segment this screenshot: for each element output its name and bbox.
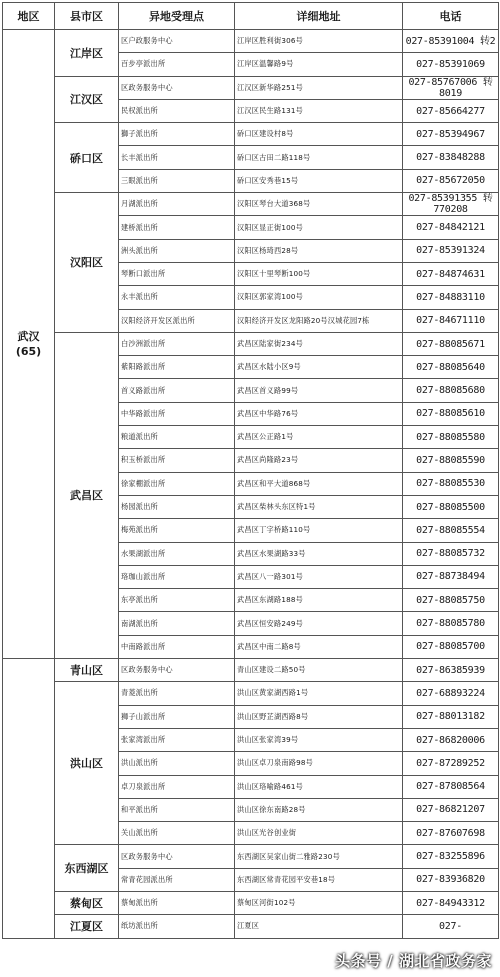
phone-cell: 027-88085680 (403, 379, 499, 402)
district-cell: 江岸区 (55, 30, 119, 77)
phone-cell: 027-84874631 (403, 262, 499, 285)
header-phone: 电话 (403, 3, 499, 30)
address-cell: 武昌区水果湖路33号 (235, 542, 403, 565)
table-row (3, 30, 499, 53)
address-cell: 蔡甸区河街102号 (235, 891, 403, 914)
address-cell: 东西湖区吴家山街二雅路230号 (235, 845, 403, 868)
region-name: 武汉 (17, 330, 40, 343)
phone-cell: 027- (403, 915, 499, 938)
office-cell: 首义路派出所 (119, 379, 235, 402)
address-cell: 硚口区安秀巷15号 (235, 169, 403, 192)
phone-cell: 027-88085671 (403, 332, 499, 355)
office-cell: 建桥派出所 (119, 216, 235, 239)
address-cell: 武昌区公正路1号 (235, 426, 403, 449)
address-cell: 汉阳区十里琴断100号 (235, 262, 403, 285)
phone-cell: 027-88085780 (403, 612, 499, 635)
address-cell: 洪山区珞喻路461号 (235, 775, 403, 798)
office-cell: 狮子山派出所 (119, 705, 235, 728)
address-cell: 武昌区八一路301号 (235, 565, 403, 588)
phone-cell: 027-88085732 (403, 542, 499, 565)
address-cell: 武昌区东湖路188号 (235, 589, 403, 612)
table-row (3, 682, 499, 705)
phone-cell: 027-87289252 (403, 752, 499, 775)
phone-cell: 027-85394967 (403, 123, 499, 146)
phone-cell: 027-86821207 (403, 798, 499, 821)
office-cell: 徐家棚派出所 (119, 472, 235, 495)
district-cell: 江汉区 (55, 76, 119, 123)
office-cell: 白沙洲派出所 (119, 332, 235, 355)
table-header-row (3, 3, 499, 30)
watermark: 头条号 / 湖北省政务家 (335, 952, 492, 970)
office-cell: 东亭派出所 (119, 589, 235, 612)
header-region: 地区 (3, 3, 55, 30)
office-cell: 紫阳路派出所 (119, 356, 235, 379)
district-cell: 江夏区 (55, 915, 119, 938)
address-cell: 洪山区卓刀泉南路98号 (235, 752, 403, 775)
address-cell: 东西湖区常青花园平安巷18号 (235, 868, 403, 891)
office-cell: 粮道派出所 (119, 426, 235, 449)
phone-cell: 027-88085554 (403, 519, 499, 542)
address-cell: 江汉区新华路251号 (235, 76, 403, 99)
office-cell: 区政务服务中心 (119, 76, 235, 99)
phone-cell: 027-85391004 转2 (403, 30, 499, 53)
office-cell: 杨园派出所 (119, 495, 235, 518)
district-cell: 汉阳区 (55, 193, 119, 333)
office-cell: 中南路派出所 (119, 635, 235, 658)
phone-cell: 027-84883110 (403, 286, 499, 309)
table-body (3, 30, 499, 939)
phone-cell: 027-87607698 (403, 822, 499, 845)
phone-cell: 027-85391324 (403, 239, 499, 262)
address-cell: 武昌区柴林头东区特1号 (235, 495, 403, 518)
table-row (3, 891, 499, 914)
address-cell: 洪山区黄家湖西路1号 (235, 682, 403, 705)
office-cell: 张家湾派出所 (119, 728, 235, 751)
district-cell: 洪山区 (55, 682, 119, 845)
office-cell: 区政务服务中心 (119, 845, 235, 868)
phone-cell: 027-88085580 (403, 426, 499, 449)
phone-cell: 027-88085530 (403, 472, 499, 495)
phone-cell: 027-85767006 转8019 (403, 76, 499, 99)
phone-cell: 027-88085500 (403, 495, 499, 518)
address-cell: 硚口区建设村8号 (235, 123, 403, 146)
phone-cell: 027-84671110 (403, 309, 499, 332)
address-cell: 武昌区和平大道868号 (235, 472, 403, 495)
address-cell: 江岸区温馨路9号 (235, 53, 403, 76)
address-cell: 武昌区尚隆路23号 (235, 449, 403, 472)
header-office: 异地受理点 (119, 3, 235, 30)
office-cell: 区户政服务中心 (119, 30, 235, 53)
office-cell: 梅苑派出所 (119, 519, 235, 542)
office-cell: 永丰派出所 (119, 286, 235, 309)
address-cell: 汉阳区杨琦西28号 (235, 239, 403, 262)
phone-cell: 027-88738494 (403, 565, 499, 588)
phone-cell: 027-85391069 (403, 53, 499, 76)
table-row (3, 915, 499, 938)
phone-cell: 027-88085640 (403, 356, 499, 379)
office-cell: 常青花园派出所 (119, 868, 235, 891)
office-cell: 百步亭派出所 (119, 53, 235, 76)
address-cell: 汉阳经济开发区龙阳路20号汉城花园7栋 (235, 309, 403, 332)
phone-cell: 027-84842121 (403, 216, 499, 239)
address-cell: 汉阳区郭家湾100号 (235, 286, 403, 309)
phone-cell: 027-84943312 (403, 891, 499, 914)
office-cell: 积玉桥派出所 (119, 449, 235, 472)
phone-cell: 027-85391355 转770208 (403, 193, 499, 216)
address-cell: 洪山区徐东南路28号 (235, 798, 403, 821)
office-cell: 洪山派出所 (119, 752, 235, 775)
address-cell: 洪山区张家湾39号 (235, 728, 403, 751)
office-cell: 关山派出所 (119, 822, 235, 845)
phone-cell: 027-83255896 (403, 845, 499, 868)
table-row (3, 193, 499, 216)
address-cell: 武昌区首义路99号 (235, 379, 403, 402)
region-count: (65) (15, 345, 42, 358)
address-cell: 武昌区中华路76号 (235, 402, 403, 425)
address-cell: 武昌区陆家街234号 (235, 332, 403, 355)
phone-cell: 027-83848288 (403, 146, 499, 169)
address-cell: 武昌区恒安路249号 (235, 612, 403, 635)
table-row (3, 332, 499, 355)
header-district: 县市区 (55, 3, 119, 30)
address-cell: 武昌区水陆小区9号 (235, 356, 403, 379)
address-cell: 武昌区丁字桥路110号 (235, 519, 403, 542)
office-cell: 三眼派出所 (119, 169, 235, 192)
phone-cell: 027-86820006 (403, 728, 499, 751)
phone-cell: 027-68893224 (403, 682, 499, 705)
phone-cell: 027-85664277 (403, 99, 499, 122)
table-row (3, 123, 499, 146)
phone-cell: 027-85672050 (403, 169, 499, 192)
office-cell: 卓刀泉派出所 (119, 775, 235, 798)
district-cell: 蔡甸区 (55, 891, 119, 914)
office-cell: 珞珈山派出所 (119, 565, 235, 588)
address-cell: 洪山区野芷湖西路8号 (235, 705, 403, 728)
region-cell (3, 30, 55, 659)
address-cell: 江夏区 (235, 915, 403, 938)
table-row (3, 845, 499, 868)
phone-cell: 027-88085700 (403, 635, 499, 658)
office-cell: 蔡甸派出所 (119, 891, 235, 914)
address-cell: 青山区建设二路50号 (235, 659, 403, 682)
address-cell: 洪山区光谷创业街 (235, 822, 403, 845)
phone-cell: 027-83936820 (403, 868, 499, 891)
address-cell: 硚口区古田二路118号 (235, 146, 403, 169)
office-cell: 南湖派出所 (119, 612, 235, 635)
office-cell: 长丰派出所 (119, 146, 235, 169)
phone-cell: 027-88085610 (403, 402, 499, 425)
office-cell: 獅子派出所 (119, 123, 235, 146)
office-cell: 水果湖派出所 (119, 542, 235, 565)
table-row (3, 76, 499, 99)
address-cell: 武昌区中南二路8号 (235, 635, 403, 658)
region-cell-continued (3, 659, 55, 939)
office-cell: 月湖派出所 (119, 193, 235, 216)
district-cell: 青山区 (55, 659, 119, 682)
office-cell: 区政务服务中心 (119, 659, 235, 682)
address-cell: 江汉区民生路131号 (235, 99, 403, 122)
table-row (3, 659, 499, 682)
office-cell: 民权派出所 (119, 99, 235, 122)
phone-cell: 027-86385939 (403, 659, 499, 682)
office-cell: 汉阳经济开发区派出所 (119, 309, 235, 332)
phone-cell: 027-88013182 (403, 705, 499, 728)
phone-cell: 027-88085590 (403, 449, 499, 472)
office-cell: 琴断口派出所 (119, 262, 235, 285)
hotline-table (2, 2, 499, 939)
office-cell: 中华路派出所 (119, 402, 235, 425)
header-address: 详细地址 (235, 3, 403, 30)
office-cell: 洲头派出所 (119, 239, 235, 262)
district-cell: 硚口区 (55, 123, 119, 193)
office-cell: 青菱派出所 (119, 682, 235, 705)
district-cell: 东西湖区 (55, 845, 119, 892)
office-cell: 纸坊派出所 (119, 915, 235, 938)
office-cell: 和平派出所 (119, 798, 235, 821)
phone-cell: 027-87808564 (403, 775, 499, 798)
district-cell: 武昌区 (55, 332, 119, 658)
address-cell: 江岸区胜利街306号 (235, 30, 403, 53)
address-cell: 汉阳区显正街100号 (235, 216, 403, 239)
phone-cell: 027-88085750 (403, 589, 499, 612)
address-cell: 汉阳区琴台大道368号 (235, 193, 403, 216)
